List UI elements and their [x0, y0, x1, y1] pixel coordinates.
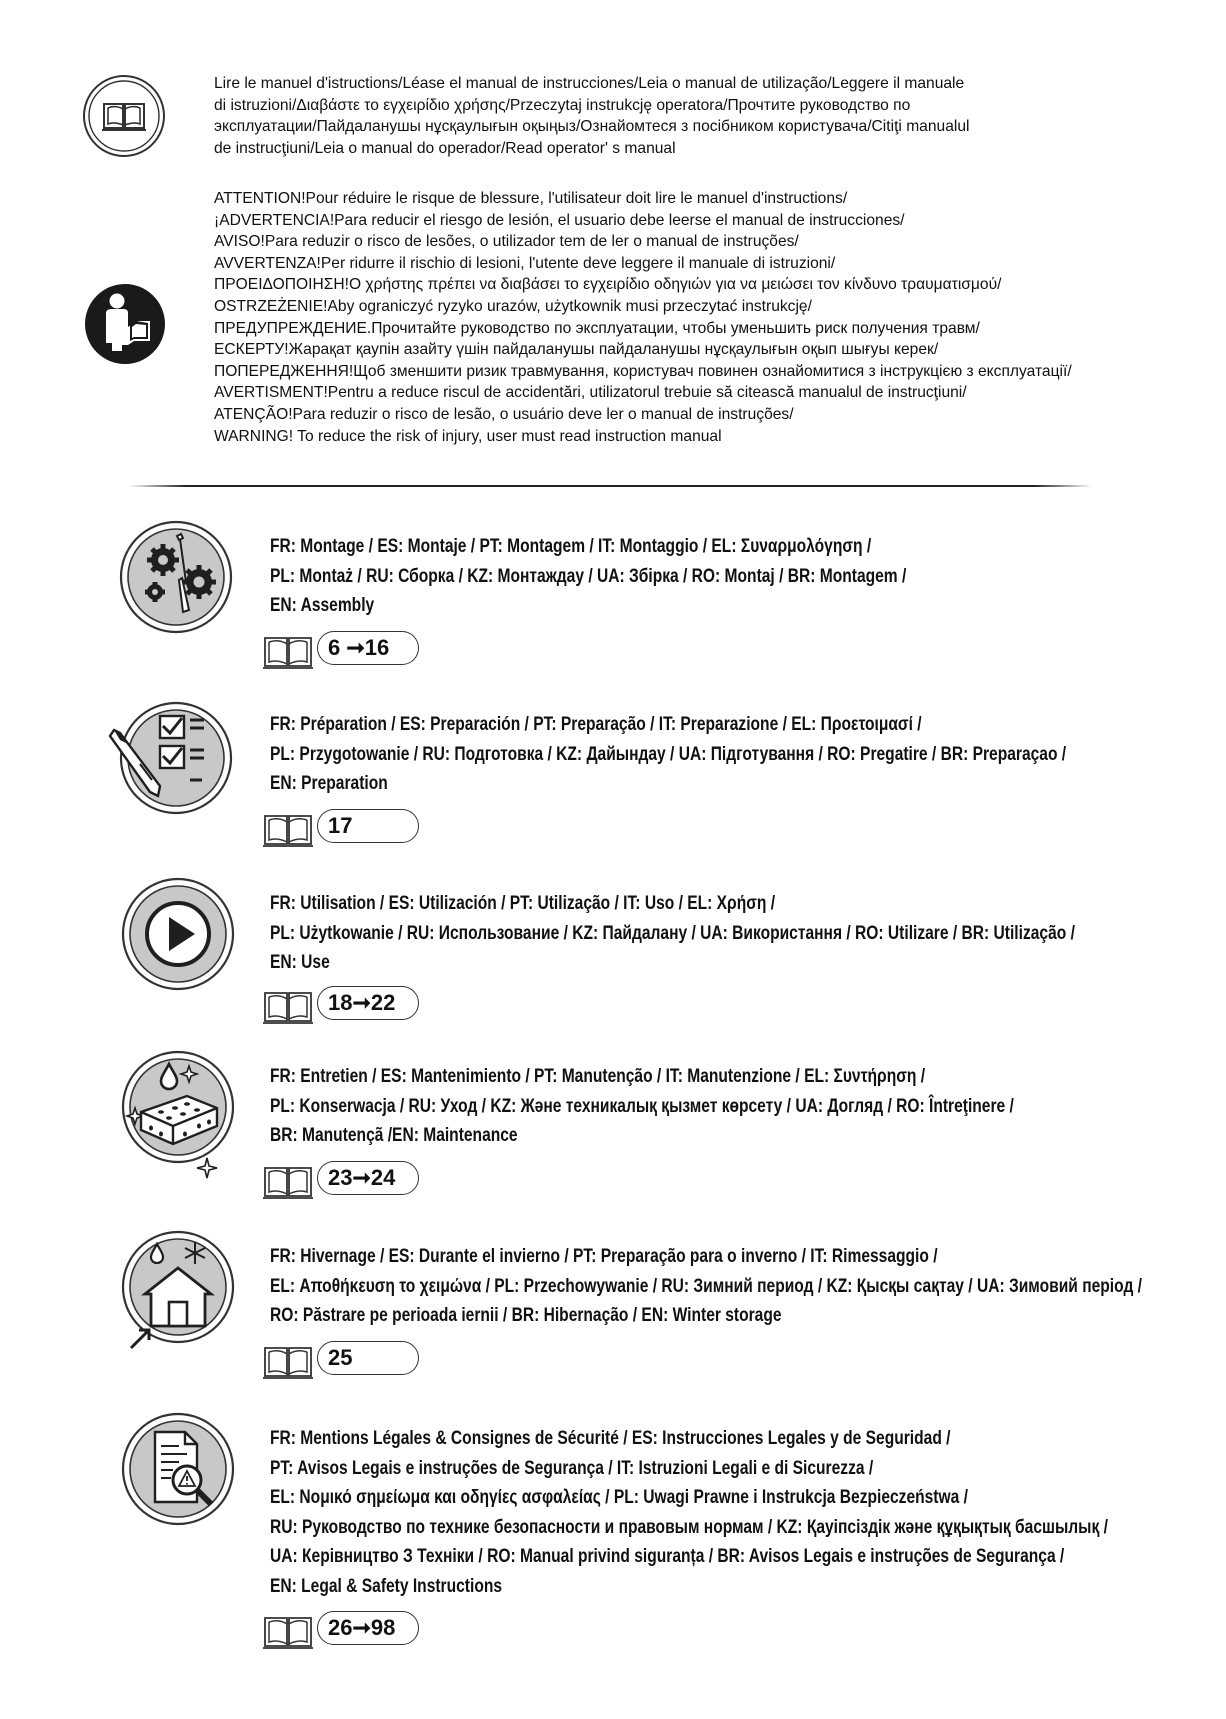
section-line: EN: Legal & Safety Instructions	[270, 1575, 503, 1597]
checklist-pen-icon	[104, 700, 236, 818]
section-line: FR: Entretien / ES: Mantenimiento / PT: Manutenção / IT: Manutenzione / EL: Συντήρηση /	[270, 1066, 926, 1087]
play-icon	[121, 877, 235, 991]
read-manual-line: Lire le manuel d'istructions/Léase el manual de instrucciones/Leia o manual de utilização/Leggere il manuale	[214, 75, 965, 92]
warning-line: AVVERTENZA!Per ridurre il rischio di lesioni, l'utente deve leggere il manuale di istruzioni/	[214, 254, 836, 272]
section-line: RO: Păstrare pe perioada iernii / BR: Hibernação / EN: Winter storage	[270, 1305, 782, 1326]
read-manual-text	[214, 73, 1174, 159]
section-line: FR: Hivernage / ES: Durante el invierno / PT: Preparação para o inverno / IT: Rimessaggio /	[270, 1246, 938, 1267]
book-icon	[263, 632, 315, 672]
warning-line: AVERTISMENT!Pentru a reduce riscul de accidentări, utilizatorul trebuie să citească manualul de instrucţiuni/	[214, 384, 967, 402]
section-line: PL: Konserwacja / RU: Уход / KZ: Және техникалық қызмет көрсету / UA: Догляд / RO: Întreţinere /	[270, 1095, 1014, 1117]
page-range: 6 ➞16	[317, 631, 419, 665]
section-line: PL: Montaż / RU: Сборка / KZ: Монтаждау / UA: Збірка / RO: Montaj / BR: Montagem /	[270, 565, 907, 587]
section-line: BR: Manutençã /EN: Maintenance	[270, 1125, 518, 1146]
section-line: FR: Utilisation / ES: Utilización / PT: Utilização / IT: Uso / EL: Χρήση /	[270, 893, 776, 914]
warning-line: ¡ADVERTENCIA!Para reducir el riesgo de lesión, el usuario debe leerse el manual de instrucciones/	[214, 211, 905, 229]
warning-line: ПОПЕРЕДЖЕННЯ!Щоб зменшити ризик травмування, користувач повинен ознайомитися з інструкцією з експлуатації/	[214, 362, 1072, 380]
legal-document-warning-icon	[121, 1412, 235, 1526]
section-line: UA: Керівництво З Техніки / RO: Manual privind siguranța / BR: Avisos Legais e instruções de Segurança /	[270, 1546, 1065, 1567]
section-line: EL: Αποθήκευση το χειμώνα / PL: Przechowywanie / RU: Зимний период / KZ: Қысқы сақтау / UA: Зимовий період /	[270, 1275, 1142, 1297]
read-manual-line: di istruzioni/Διαβάστε το εγχειρίδιο χρήσης/Przeczytaj instrukcję operatora/Прочтите руководство по	[214, 96, 911, 114]
warning-line: ΠΡΟΕΙΔΟΠΟΙΗΣΗ!Ο χρήστης πρέπει να διαβάσει το εγχειρίδιο οδηγιών για να μειώσει τον κίνδυνο τραυματισμού/	[214, 276, 1002, 294]
section-line: EN: Use	[270, 952, 330, 973]
section-line: FR: Préparation / ES: Preparación / PT: Preparação / IT: Preparazione / EL: Προετοιμασί /	[270, 714, 922, 735]
warning-line: AVISO!Para reduzir o risco de lesões, o utilizador tem de ler o manual de instruções/	[214, 233, 799, 251]
section-divider	[128, 485, 1092, 487]
warning-line: OSTRZEŻENIE!Aby ograniczyć ryzyko urazów, użytkownik musi przeczytać instrukcję/	[214, 297, 812, 315]
section-line: EN: Assembly	[270, 595, 375, 616]
section-line: EN: Preparation	[270, 773, 388, 794]
book-icon	[263, 810, 315, 850]
section-line: FR: Montage / ES: Montaje / PT: Montagem / IT: Montaggio / EL: Συναρμολόγηση /	[270, 536, 872, 557]
page-range: 17	[317, 809, 419, 843]
person-reading-warning-icon	[84, 283, 166, 365]
section-line: EL: Νομικό σημείωμα και οδηγίες ασφαλείας / PL: Uwagi Prawne i Instrukcja Bezpieczeństwa /	[270, 1487, 968, 1508]
maintenance-text	[270, 1062, 1049, 1151]
read-manual-line: эксплуатации/Пайдаланушы нұсқаулығын оқыңыз/Ознайомтеся з посібником користувача/Citiţi manualul	[214, 118, 970, 136]
page-range: 23➞24	[317, 1161, 419, 1195]
winter-storage-text	[270, 1242, 1142, 1331]
section-line: PT: Avisos Legais e instruções de Segurança / IT: Istruzioni Legali e di Sicurezza /	[270, 1457, 874, 1479]
book-icon	[263, 1342, 315, 1382]
page-range: 25	[317, 1341, 419, 1375]
book-icon	[263, 987, 315, 1027]
read-manual-icon	[82, 74, 166, 158]
section-line: FR: Mentions Légales & Consignes de Sécurité / ES: Instrucciones Legales y de Seguridad /	[270, 1428, 951, 1449]
warning-line: ПРЕДУПРЕЖДЕНИЕ.Прочитайте руководство по эксплуатации, чтобы уменьшить риск получения травм/	[214, 319, 980, 337]
warning-line: WARNING! To reduce the risk of injury, user must read instruction manual	[214, 427, 722, 445]
use-text	[270, 889, 1075, 978]
book-icon	[263, 1162, 315, 1202]
section-line: PL: Przygotowanie / RU: Подготовка / KZ: Дайындау / UA: Підготування / RO: Pregatire / BR: Preparaçao /	[270, 743, 1067, 765]
section-line: PL: Użytkowanie / RU: Использование / KZ: Пайдалану / UA: Використання / RO: Utilizare / BR: Utilização /	[270, 922, 1075, 944]
page-range: 26➞98	[317, 1611, 419, 1645]
warning-line: ЕСКЕРТУ!Жарақат қаупін азайту үшін пайдаланушы пайдаланушы нұсқаулығын оқып шығуы керек/	[214, 341, 939, 359]
sponge-maintenance-icon	[121, 1050, 235, 1180]
preparation-text	[270, 710, 1067, 799]
winter-storage-house-icon	[121, 1230, 235, 1352]
read-manual-line: de instrucţiuni/Leia o manual do operador/Read operator' s manual	[214, 139, 676, 157]
warning-text	[214, 188, 1174, 447]
assembly-tools-icon	[119, 520, 233, 634]
assembly-text	[270, 532, 1049, 621]
legal-safety-text	[270, 1424, 1108, 1601]
page-range: 18➞22	[317, 986, 419, 1020]
book-icon	[263, 1612, 315, 1652]
section-line: RU: Руководство по технике безопасности и правовым нормам / KZ: Қауіпсіздік және құқықтық басшылық /	[270, 1516, 1108, 1538]
warning-line: ATENÇÃO!Para reduzir o risco de lesão, o usuário deve ler o manual de instruções/	[214, 405, 794, 423]
warning-line: ATTENTION!Pour réduire le risque de blessure, l'utilisateur doit lire le manuel d'instructions/	[214, 190, 848, 207]
